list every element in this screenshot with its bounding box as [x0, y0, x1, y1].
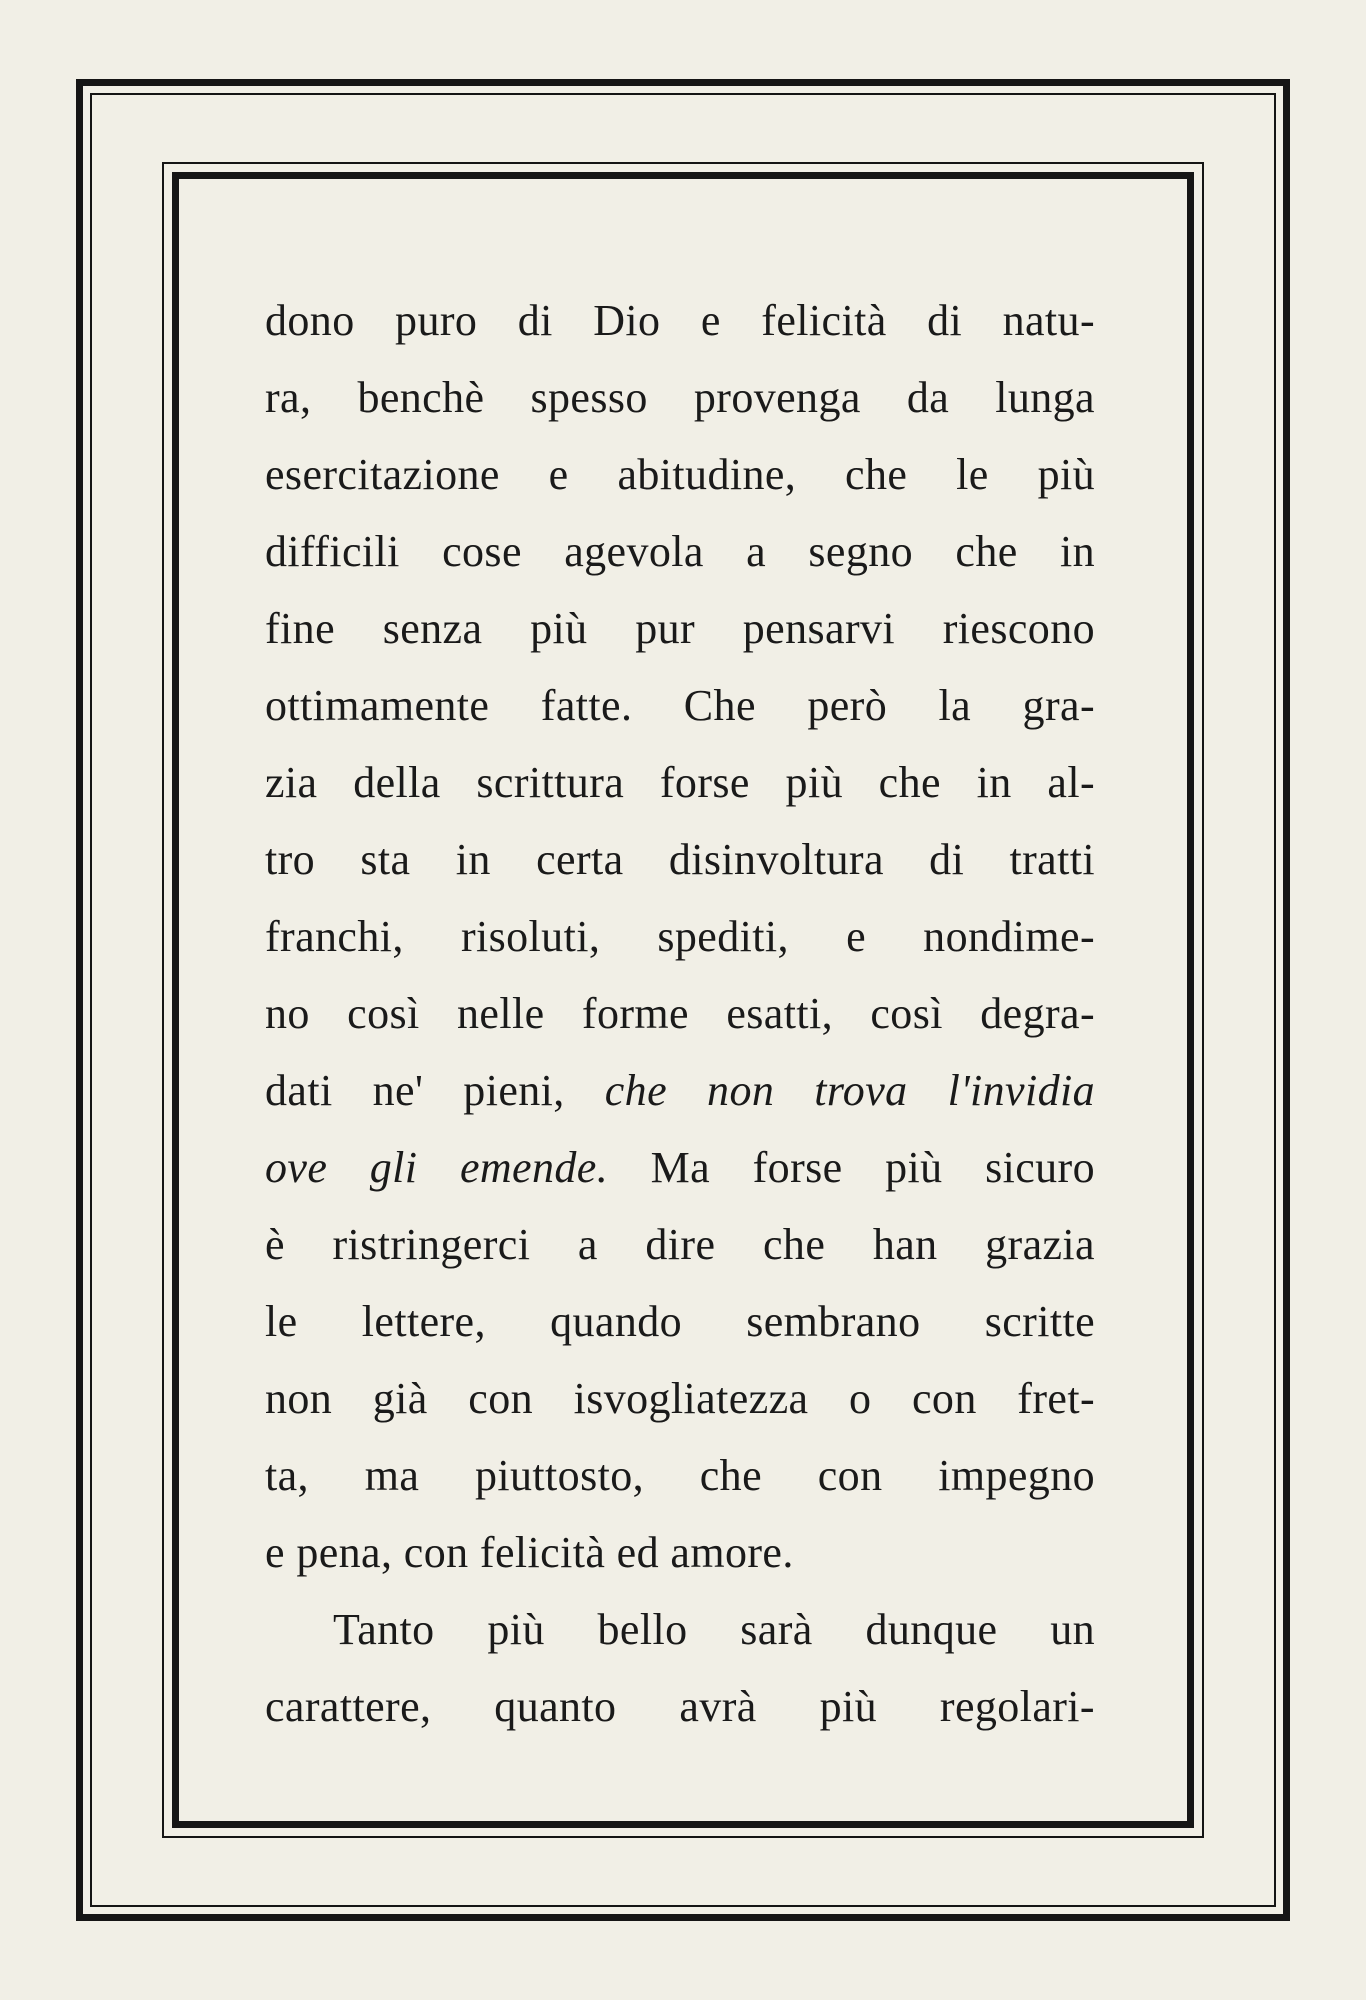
text-line-9: franchi, risoluti, spediti, e nondime-: [265, 912, 1095, 961]
text-line-8: tro sta in certa disinvoltura di tratti: [265, 835, 1095, 884]
text-line-13: è ristringerci a dire che han grazia: [265, 1220, 1095, 1269]
text-line-10: no così nelle forme esatti, così degra-: [265, 989, 1095, 1038]
body-text: [265, 282, 1095, 1745]
text-line-12: [265, 1129, 1095, 1206]
text-line-5: fine senza più pur pensarvi riescono: [265, 604, 1095, 653]
text-line-11: [265, 1052, 1095, 1129]
text-line-16: ta, ma piuttosto, che con impegno: [265, 1451, 1095, 1500]
text-line-2: ra, benchè spesso provenga da lunga: [265, 373, 1095, 422]
text-line-3: esercitazione e abitudine, che le più: [265, 450, 1095, 499]
text-line-4: difficili cose agevola a segno che in: [265, 527, 1095, 576]
text-line-11-roman: dati ne' pieni,: [265, 1066, 565, 1115]
text-line-12-roman: Ma forse più sicuro: [650, 1143, 1095, 1192]
text-line-1: dono puro di Dio e felicità di natu-: [265, 296, 1095, 345]
text-line-14: le lettere, quando sembrano scritte: [265, 1297, 1095, 1346]
text-line-11-italic: che non trova l'invidia: [604, 1066, 1096, 1115]
text-line-6: ottimamente fatte. Che però la gra-: [265, 681, 1095, 730]
text-line-17: e pena, con felicità ed amore.: [265, 1528, 794, 1577]
text-line-7: zia della scrittura forse più che in al-: [265, 758, 1095, 807]
text-line-18: Tanto più bello sarà dunque un: [333, 1605, 1095, 1654]
text-line-15: non già con isvogliatezza o con fret-: [265, 1374, 1095, 1423]
text-line-19: carattere, quanto avrà più regolari-: [265, 1682, 1095, 1731]
text-line-12-italic: ove gli emende.: [265, 1143, 609, 1192]
